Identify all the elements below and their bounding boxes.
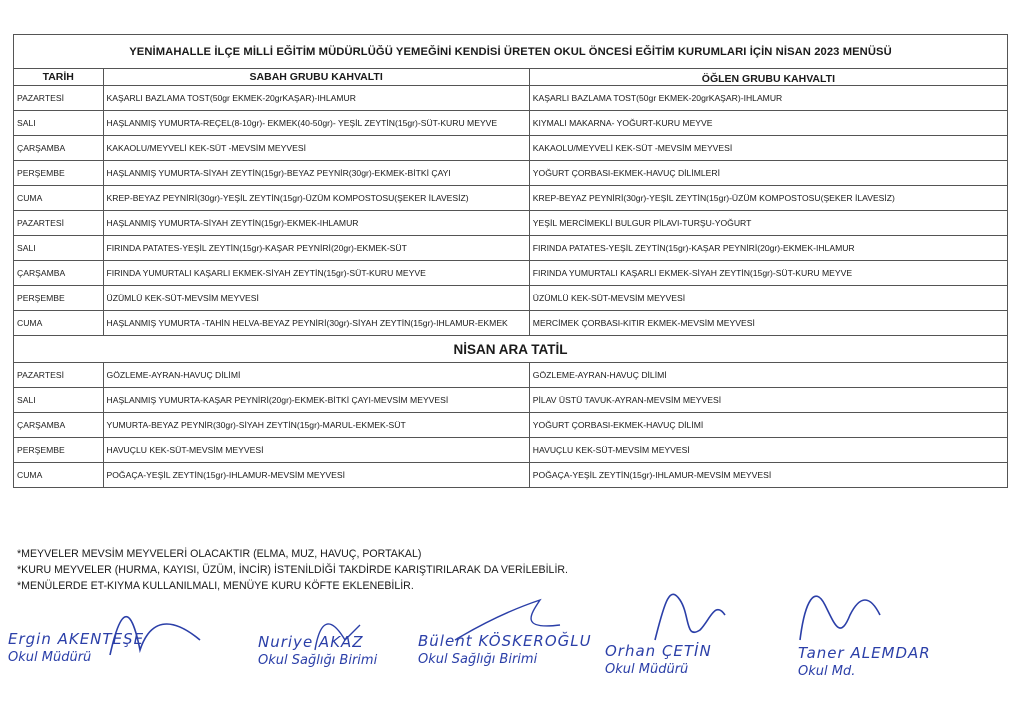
- break-label: NİSAN ARA TATİL: [14, 336, 1008, 363]
- signature-3: [418, 632, 592, 667]
- signature-4-role: Okul Müdürü: [605, 662, 689, 677]
- morning-cell: HAŞLANMIŞ YUMURTA-SİYAH ZEYTİN(15gr)-BEYAZ PEYNİR(30gr)-EKMEK-BİTKİ ÇAYI: [103, 161, 529, 186]
- table-row: [14, 111, 1008, 136]
- day-cell: ÇARŞAMBA: [14, 413, 104, 438]
- header-morning: SABAH GRUBU KAHVALTI: [103, 69, 529, 86]
- table-row: [14, 211, 1008, 236]
- table-header-row: [14, 69, 1008, 86]
- day-cell: CUMA: [14, 186, 104, 211]
- noon-cell: YEŞİL MERCİMEKLİ BULGUR PİLAVI-TURŞU-YOĞURT: [529, 211, 1007, 236]
- noon-cell: KAŞARLI BAZLAMA TOST(50gr EKMEK-20grKAŞAR)-IHLAMUR: [529, 86, 1007, 111]
- noon-cell: HAVUÇLU KEK-SÜT-MEVSİM MEYVESİ: [529, 438, 1007, 463]
- noon-cell: KREP-BEYAZ PEYNİRİ(30gr)-YEŞİL ZEYTİN(15gr)-ÜZÜM KOMPOSTOSU(ŞEKER İLAVESİZ): [529, 186, 1007, 211]
- morning-cell: HAŞLANMIŞ YUMURTA-KAŞAR PEYNİRİ(20gr)-EKMEK-BİTKİ ÇAYI-MEVSİM MEYVESİ: [103, 388, 529, 413]
- signature-2-name: Nuriye AKAZ: [258, 633, 364, 651]
- day-cell: PERŞEMBE: [14, 286, 104, 311]
- signature-1-role: Okul Müdürü: [8, 650, 92, 665]
- menu-rows-part1: [14, 86, 1008, 336]
- table-row: [14, 286, 1008, 311]
- noon-cell: ÜZÜMLÜ KEK-SÜT-MEVSİM MEYVESİ: [529, 286, 1007, 311]
- morning-cell: HAŞLANMIŞ YUMURTA -TAHİN HELVA-BEYAZ PEYNİRİ(30gr)-SİYAH ZEYTİN(15gr)-IHLAMUR-EKMEK: [103, 311, 529, 336]
- table-row: [14, 413, 1008, 438]
- table-row: [14, 463, 1008, 488]
- day-cell: SALI: [14, 236, 104, 261]
- noon-cell: FIRINDA PATATES-YEŞİL ZEYTİN(15gr)-KAŞAR PEYNİRİ(20gr)-EKMEK-IHLAMUR: [529, 236, 1007, 261]
- noon-cell: YOĞURT ÇORBASI-EKMEK-HAVUÇ DİLİMLERİ: [529, 161, 1007, 186]
- noon-cell: KIYMALI MAKARNA- YOĞURT-KURU MEYVE: [529, 111, 1007, 136]
- morning-cell: HAŞLANMIŞ YUMURTA-SİYAH ZEYTİN(15gr)-EKMEK-IHLAMUR: [103, 211, 529, 236]
- morning-cell: FIRINDA PATATES-YEŞİL ZEYTİN(15gr)-KAŞAR PEYNİRİ(20gr)-EKMEK-SÜT: [103, 236, 529, 261]
- document-title: YENİMAHALLE İLÇE MİLLİ EĞİTİM MÜDÜRLÜĞÜ YEMEĞİNİ KENDİSİ ÜRETEN OKUL ÖNCESİ EĞİTİM KURUMLARI İÇİN NİSAN 2023 MENÜSÜ: [13, 34, 1008, 68]
- signature-5: [798, 644, 931, 679]
- morning-cell: YUMURTA-BEYAZ PEYNİR(30gr)-SİYAH ZEYTİN(15gr)-MARUL-EKMEK-SÜT: [103, 413, 529, 438]
- notes: [17, 546, 568, 594]
- morning-cell: HAŞLANMIŞ YUMURTA-REÇEL(8-10gr)- EKMEK(40-50gr)- YEŞİL ZEYTİN(15gr)-SÜT-KURU MEYVE: [103, 111, 529, 136]
- note-3: *MENÜLERDE ET-KIYMA KULLANILMALI, MENÜYE KURU KÖFTE EKLENEBİLİR.: [17, 580, 414, 592]
- signature-4-name: Orhan ÇETİN: [605, 642, 712, 660]
- menu-rows-part2: [14, 363, 1008, 488]
- menu-table: [13, 68, 1008, 488]
- day-cell: CUMA: [14, 463, 104, 488]
- signature-1: [8, 630, 144, 665]
- day-cell: PAZARTESİ: [14, 86, 104, 111]
- morning-cell: KAKAOLU/MEYVELİ KEK-SÜT -MEVSİM MEYVESİ: [103, 136, 529, 161]
- noon-cell: FIRINDA YUMURTALI KAŞARLI EKMEK-SİYAH ZEYTİN(15gr)-SÜT-KURU MEYVE: [529, 261, 1007, 286]
- note-1: *MEYVELER MEVSİM MEYVELERİ OLACAKTIR (ELMA, MUZ, HAVUÇ, PORTAKAL): [17, 548, 422, 560]
- day-cell: ÇARŞAMBA: [14, 136, 104, 161]
- table-row: [14, 186, 1008, 211]
- note-2: *KURU MEYVELER (HURMA, KAYISI, ÜZÜM, İNCİR) İSTENİLDİĞİ TAKDİRDE KARIŞTIRILARAK DA VERİLEBİLİR.: [17, 564, 568, 576]
- noon-cell: POĞAÇA-YEŞİL ZEYTİN(15gr)-IHLAMUR-MEVSİM MEYVESİ: [529, 463, 1007, 488]
- table-row: [14, 438, 1008, 463]
- day-cell: PAZARTESİ: [14, 363, 104, 388]
- noon-cell: GÖZLEME-AYRAN-HAVUÇ DİLİMİ: [529, 363, 1007, 388]
- day-cell: CUMA: [14, 311, 104, 336]
- signature-3-role: Okul Sağlığı Birimi: [418, 652, 538, 667]
- table-row: [14, 86, 1008, 111]
- table-row: [14, 388, 1008, 413]
- noon-cell: MERCİMEK ÇORBASI-KITIR EKMEK-MEVSİM MEYVESİ: [529, 311, 1007, 336]
- morning-cell: HAVUÇLU KEK-SÜT-MEVSİM MEYVESİ: [103, 438, 529, 463]
- day-cell: PAZARTESİ: [14, 211, 104, 236]
- noon-cell: KAKAOLU/MEYVELİ KEK-SÜT -MEVSİM MEYVESİ: [529, 136, 1007, 161]
- morning-cell: POĞAÇA-YEŞİL ZEYTİN(15gr)-IHLAMUR-MEVSİM MEYVESİ: [103, 463, 529, 488]
- break-row: [14, 336, 1008, 363]
- table-row: [14, 261, 1008, 286]
- morning-cell: KAŞARLI BAZLAMA TOST(50gr EKMEK-20grKAŞAR)-IHLAMUR: [103, 86, 529, 111]
- morning-cell: FIRINDA YUMURTALI KAŞARLI EKMEK-SİYAH ZEYTİN(15gr)-SÜT-KURU MEYVE: [103, 261, 529, 286]
- header-noon: ÖĞLEN GRUBU KAHVALTI: [529, 69, 1007, 86]
- header-date: TARİH: [14, 69, 104, 86]
- table-row: [14, 311, 1008, 336]
- morning-cell: KREP-BEYAZ PEYNİRİ(30gr)-YEŞİL ZEYTİN(15gr)-ÜZÜM KOMPOSTOSU(ŞEKER İLAVESİZ): [103, 186, 529, 211]
- signature-5-role: Okul Md.: [798, 664, 856, 679]
- day-cell: PERŞEMBE: [14, 161, 104, 186]
- day-cell: PERŞEMBE: [14, 438, 104, 463]
- day-cell: SALI: [14, 388, 104, 413]
- menu-sheet: [13, 34, 1008, 488]
- table-row: [14, 363, 1008, 388]
- signature-4: [605, 642, 712, 677]
- signature-3-name: Bülent KÖSKEROĞLU: [418, 632, 592, 650]
- table-row: [14, 236, 1008, 261]
- day-cell: ÇARŞAMBA: [14, 261, 104, 286]
- table-row: [14, 161, 1008, 186]
- noon-cell: PİLAV ÜSTÜ TAVUK-AYRAN-MEVSİM MEYVESİ: [529, 388, 1007, 413]
- signature-2-role: Okul Sağlığı Birimi: [258, 653, 378, 668]
- signature-2: [258, 633, 377, 668]
- table-row: [14, 136, 1008, 161]
- day-cell: SALI: [14, 111, 104, 136]
- morning-cell: GÖZLEME-AYRAN-HAVUÇ DİLİMİ: [103, 363, 529, 388]
- noon-cell: YOĞURT ÇORBASI-EKMEK-HAVUÇ DİLİMİ: [529, 413, 1007, 438]
- signature-1-name: Ergin AKENTEŞE: [8, 630, 145, 648]
- signature-5-name: Taner ALEMDAR: [798, 644, 931, 662]
- morning-cell: ÜZÜMLÜ KEK-SÜT-MEVSİM MEYVESİ: [103, 286, 529, 311]
